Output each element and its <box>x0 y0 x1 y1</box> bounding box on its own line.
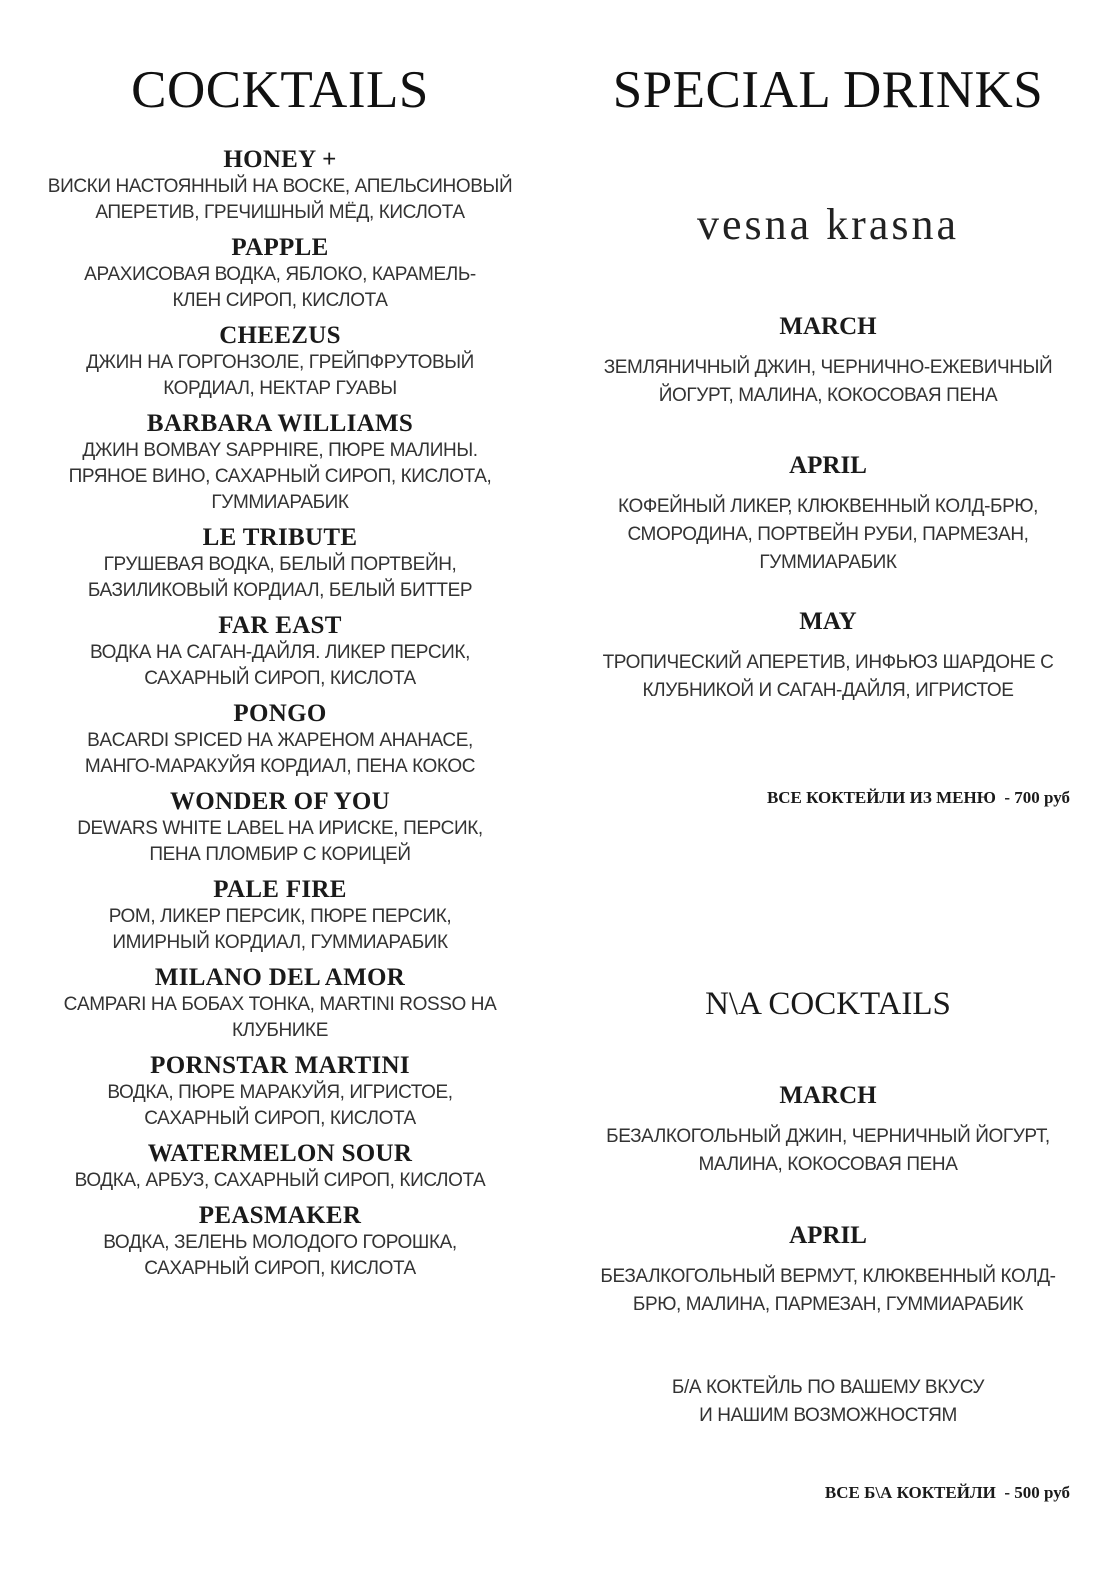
cocktails-list <box>20 146 540 1282</box>
cocktail-name: WATERMELON SOUR <box>147 1140 413 1167</box>
cocktail-item <box>20 524 540 604</box>
month-description: ТРОПИЧЕСКИЙ АПЕРЕТИВ, ИНФЬЮЗ ШАРДОНЕ С КЛУБНИКОЙ И САГАН-ДАЙЛЯ, ИГРИСТОЕ <box>602 652 1054 701</box>
month-name: MAY <box>799 608 857 635</box>
na-price-note: ВСЕ Б\А КОКТЕЙЛИ - 500 руб <box>824 1483 1070 1502</box>
cocktail-item <box>20 700 540 780</box>
cocktail-description: ВИСКИ НАСТОЯННЫЙ НА ВОСКЕ, АПЕЛЬСИНОВЫЙ АПЕРЕТИВ, ГРЕЧИШНЫЙ МЁД, КИСЛОТА <box>47 176 513 223</box>
month-name: APRIL <box>789 1222 867 1249</box>
special-drinks-title: SPECIAL DRINKS <box>612 61 1044 119</box>
cocktail-description: ГРУШЕВАЯ ВОДКА, БЕЛЫЙ ПОРТВЕЙН, БАЗИЛИКОВЫЙ КОРДИАЛ, БЕЛЫЙ БИТТЕР <box>87 554 473 601</box>
na-month-item <box>568 1081 1088 1179</box>
cocktail-description: АРАХИСОВАЯ ВОДКА, ЯБЛОКО, КАРАМЕЛЬ- КЛЕН СИРОП, КИСЛОТА <box>84 264 476 311</box>
cocktail-description: ВОДКА НА САГАН-ДАЙЛЯ. ЛИКЕР ПЕРСИК, САХАРНЫЙ СИРОП, КИСЛОТА <box>90 642 470 689</box>
cocktail-description: ДЖИН BOMBAY SAPPHIRE, ПЮРЕ МАЛИНЫ. ПРЯНОЕ ВИНО, САХАРНЫЙ СИРОП, КИСЛОТА, ГУММИАРАБИК <box>68 440 492 513</box>
cocktail-item <box>20 1140 540 1194</box>
cocktail-item <box>20 788 540 868</box>
cocktail-item <box>20 322 540 402</box>
cocktails-column <box>20 58 540 1290</box>
cocktail-description: BACARDI SPICED НА ЖАРЕНОМ АНАНАСЕ, МАНГО-МАРАКУЙЯ КОРДИАЛ, ПЕНА КОКОС <box>84 730 476 777</box>
month-description: КОФЕЙНЫЙ ЛИКЕР, КЛЮКВЕННЫЙ КОЛД-БРЮ, СМОРОДИНА, ПОРТВЕЙН РУБИ, ПАРМЕЗАН, ГУММИАРАБИК <box>617 496 1039 573</box>
cocktails-title: COCKTAILS <box>131 61 429 119</box>
cocktail-item <box>20 234 540 314</box>
month-name: MARCH <box>779 1082 877 1109</box>
na-cocktails-title: N\A COCKTAILS <box>705 986 951 1022</box>
special-month-item <box>568 312 1088 410</box>
cocktail-name: PAPPLE <box>231 234 329 261</box>
cocktail-name: WONDER OF YOU <box>169 788 391 815</box>
cocktail-name: BARBARA WILLIAMS <box>146 410 414 437</box>
special-price-note: ВСЕ КОКТЕЙЛИ ИЗ МЕНЮ - 700 руб <box>766 788 1070 807</box>
cocktail-description: ВОДКА, ПЮРЕ МАРАКУЙЯ, ИГРИСТОЕ, САХАРНЫЙ СИРОП, КИСЛОТА <box>107 1082 453 1129</box>
month-name: MARCH <box>779 313 877 340</box>
cocktail-item <box>20 964 540 1044</box>
na-custom-note: Б/А КОКТЕЙЛЬ ПО ВАШЕМУ ВКУСУ И НАШИМ ВОЗМОЖНОСТЯМ <box>671 1377 985 1426</box>
cocktail-item <box>20 612 540 692</box>
cocktail-item <box>20 146 540 226</box>
month-name: APRIL <box>789 452 867 479</box>
cocktail-name: MILANO DEL AMOR <box>154 964 406 991</box>
cocktail-description: DEWARS WHITE LABEL НА ИРИСКЕ, ПЕРСИК, ПЕНА ПЛОМБИР С КОРИЦЕЙ <box>77 818 483 865</box>
cocktail-name: FAR EAST <box>218 612 342 639</box>
cocktail-name: PONGO <box>233 700 327 727</box>
cocktail-name: PEASMAKER <box>198 1202 362 1229</box>
cocktail-name: PORNSTAR MARTINI <box>150 1052 410 1079</box>
special-month-item <box>568 607 1088 705</box>
cocktail-item <box>20 410 540 516</box>
month-description: БЕЗАЛКОГОЛЬНЫЙ ВЕРМУТ, КЛЮКВЕННЫЙ КОЛД- БРЮ, МАЛИНА, ПАРМЕЗАН, ГУММИАРАБИК <box>600 1266 1056 1315</box>
month-description: ЗЕМЛЯНИЧНЫЙ ДЖИН, ЧЕРНИЧНО-ЕЖЕВИЧНЫЙ ЙОГУРТ, МАЛИНА, КОКОСОВАЯ ПЕНА <box>603 357 1053 406</box>
cocktail-description: ДЖИН НА ГОРГОНЗОЛЕ, ГРЕЙПФРУТОВЫЙ КОРДИАЛ, НЕКТАР ГУАВЫ <box>86 352 474 399</box>
cocktail-description: РОМ, ЛИКЕР ПЕРСИК, ПЮРЕ ПЕРСИК, ИМИРНЫЙ КОРДИАЛ, ГУММИАРАБИК <box>108 906 452 953</box>
cocktail-name: HONEY + <box>223 146 337 173</box>
cocktail-description: CAMPARI НА БОБАХ ТОНКА, MARTINI ROSSO НА КЛУБНИКЕ <box>63 994 497 1041</box>
brand-logo: vesna krasna <box>696 200 959 249</box>
cocktail-description: ВОДКА, АРБУЗ, САХАРНЫЙ СИРОП, КИСЛОТА <box>74 1170 486 1191</box>
cocktail-item <box>20 1052 540 1132</box>
cocktail-description: ВОДКА, ЗЕЛЕНЬ МОЛОДОГО ГОРОШКА, САХАРНЫЙ СИРОП, КИСЛОТА <box>103 1232 457 1279</box>
cocktail-item <box>20 876 540 956</box>
cocktail-name: PALE FIRE <box>213 876 347 903</box>
cocktail-name: CHEEZUS <box>219 322 341 349</box>
cocktail-item <box>20 1202 540 1282</box>
na-month-item <box>568 1221 1088 1319</box>
month-description: БЕЗАЛКОГОЛЬНЫЙ ДЖИН, ЧЕРНИЧНЫЙ ЙОГУРТ, МАЛИНА, КОКОСОВАЯ ПЕНА <box>606 1126 1050 1175</box>
cocktail-name: LE TRIBUTE <box>202 524 358 551</box>
special-month-item <box>568 451 1088 577</box>
